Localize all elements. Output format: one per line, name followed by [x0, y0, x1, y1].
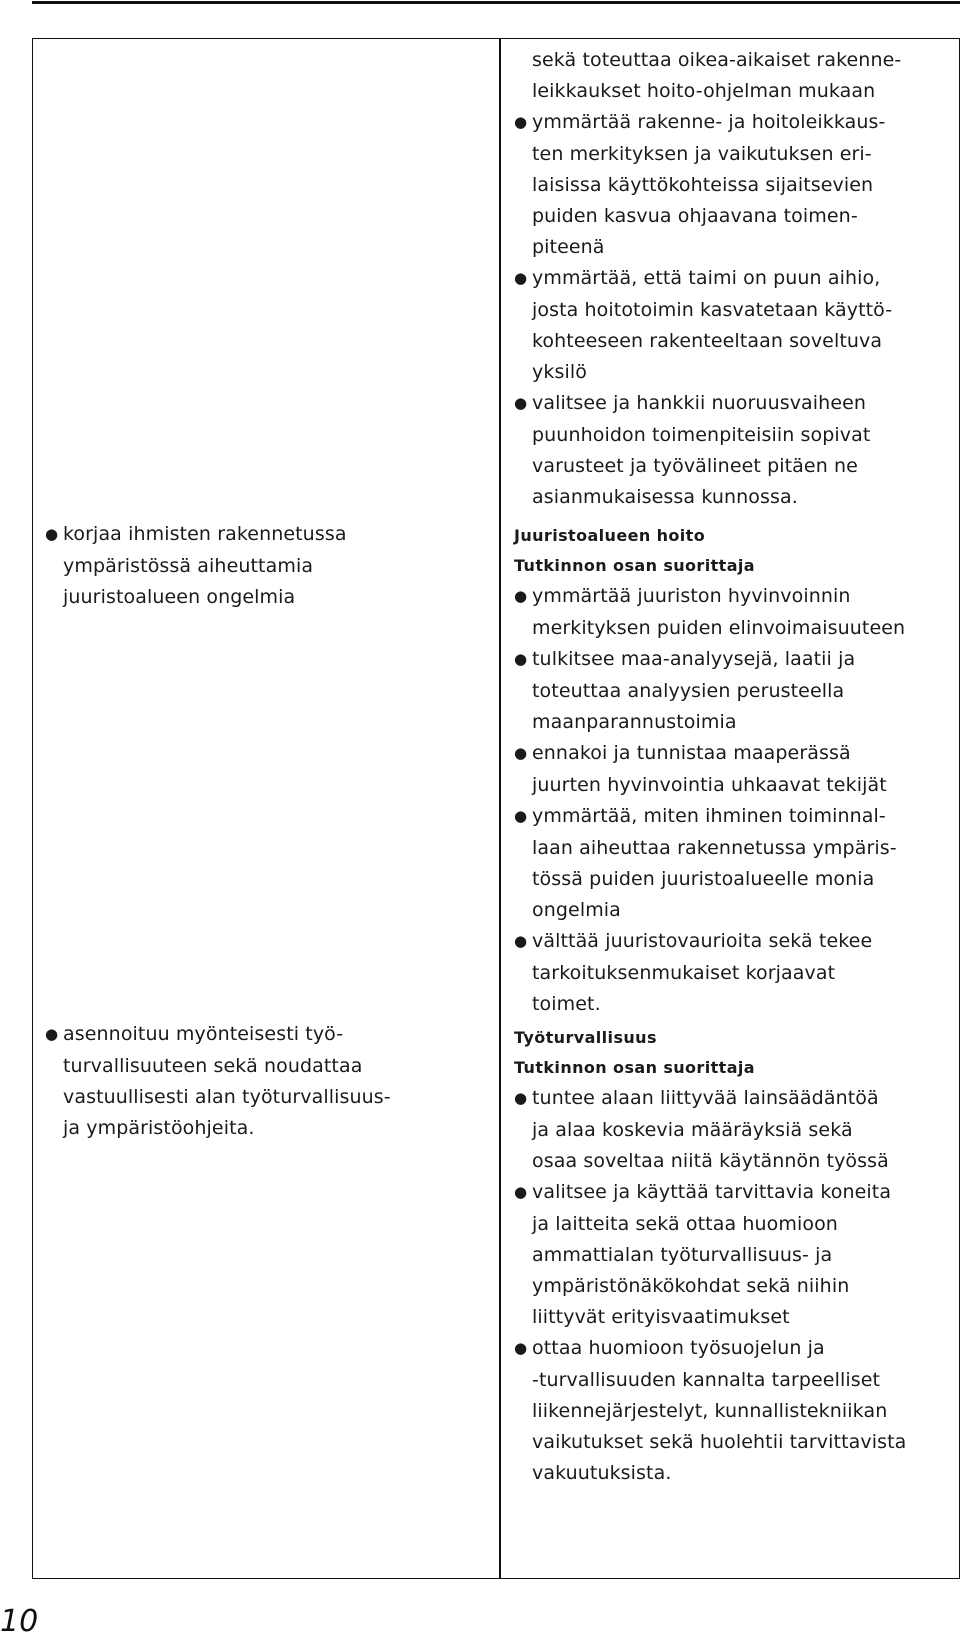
- list-item: [514, 926, 954, 1020]
- list-item-line: ongelmia: [532, 899, 621, 921]
- content-table: [32, 38, 960, 1579]
- list-item-line: juurten hyvinvointia uhkaavat tekijät: [532, 774, 887, 796]
- list-item-line: tarkoituksenmukaiset korjaavat: [532, 962, 836, 984]
- bullet-icon: ●: [514, 650, 528, 668]
- list-item-line: -turvallisuuden kannalta tarpeelliset: [532, 1369, 881, 1391]
- bullet-icon: ●: [45, 1025, 59, 1043]
- list-item-line: vakuutuksista.: [532, 1462, 672, 1484]
- list-item-line: liikennejärjestelyt, kunnallistekniikan: [532, 1400, 888, 1422]
- list-item-line: leikkaukset hoito-ohjelman mukaan: [532, 80, 876, 102]
- bullet-icon: ●: [514, 807, 528, 825]
- list-item-line: ennakoi ja tunnistaa maaperässä: [532, 742, 851, 764]
- list-item-line: piteenä: [532, 236, 605, 258]
- bullet-icon: ●: [514, 394, 528, 412]
- bullet-icon: ●: [514, 1183, 528, 1201]
- list-item-line: vaikutukset sekä huolehtii tarvittavista: [532, 1431, 907, 1453]
- list-item-line: varusteet ja työvälineet pitäen ne: [532, 455, 858, 477]
- list-item-line: ten merkityksen ja vaikutuksen eri-: [532, 143, 872, 165]
- section-subheading: Tutkinnon osan suorittaja: [514, 556, 755, 575]
- bullet-icon: ●: [514, 113, 528, 131]
- list-item-line: kohteeseen rakenteeltaan soveltuva: [532, 330, 883, 352]
- list-item-line: ja alaa koskevia määräyksiä sekä: [532, 1119, 853, 1141]
- bullet-icon: ●: [45, 525, 59, 543]
- list-item-line: ympäristönäkökohdat sekä niihin: [532, 1275, 850, 1297]
- list-item-line: tössä puiden juuristoalueelle monia: [532, 868, 875, 890]
- list-item: [514, 1333, 954, 1489]
- list-item-line: juuristoalueen ongelmia: [63, 586, 296, 608]
- list-item-line: puiden kasvua ohjaavana toimen-: [532, 205, 858, 227]
- right-section-safety: [514, 1023, 954, 1489]
- bullet-icon: ●: [514, 1339, 528, 1357]
- list-item-line: maanparannustoimia: [532, 711, 737, 733]
- list-item: [514, 107, 954, 263]
- list-item: [514, 263, 954, 388]
- list-item-line: ja laitteita sekä ottaa huomioon: [532, 1213, 838, 1235]
- list-item-line: vastuullisesti alan työturvallisuus-: [63, 1086, 391, 1108]
- section-heading: Juuristoalueen hoito: [514, 526, 706, 545]
- list-item-line: valitsee ja käyttää tarvittavia koneita: [532, 1181, 892, 1203]
- page-number: 10: [0, 1604, 39, 1639]
- list-item: [514, 738, 954, 801]
- bullet-icon: ●: [514, 587, 528, 605]
- list-item-line: laan aiheuttaa rakennetussa ympäris-: [532, 837, 897, 859]
- list-item-line: asianmukaisessa kunnossa.: [532, 486, 798, 508]
- list-item-line: ja ympäristöohjeita.: [63, 1117, 255, 1139]
- bullet-icon: ●: [514, 1089, 528, 1107]
- top-rule: [32, 1, 960, 4]
- list-item-line: osaa soveltaa niitä käytännön työssä: [532, 1150, 889, 1172]
- bullet-icon: ●: [514, 269, 528, 287]
- list-item-line: ymmärtää, että taimi on puun aihio,: [532, 267, 881, 289]
- list-item: [514, 1177, 954, 1333]
- list-item-line: sekä toteuttaa oikea-aikaiset rakenne-: [532, 49, 902, 71]
- list-item-line: välttää juuristovaurioita sekä tekee: [532, 930, 873, 952]
- list-item-line: josta hoitotoimin kasvatetaan käyttö-: [532, 299, 893, 321]
- list-item-line: ymmärtää juuriston hyvinvoinnin: [532, 585, 851, 607]
- list-item-line: valitsee ja hankkii nuoruusvaiheen: [532, 392, 867, 414]
- column-divider: [499, 39, 501, 1578]
- left-item-safety: [45, 1019, 485, 1144]
- list-item-line: yksilö: [532, 361, 587, 383]
- list-item: [514, 644, 954, 738]
- list-item-line: puunhoidon toimenpiteisiin sopivat: [532, 424, 871, 446]
- list-item-line: merkityksen puiden elinvoimaisuuteen: [532, 617, 906, 639]
- list-item-line: ymmärtää rakenne- ja hoitoleikkaus-: [532, 111, 886, 133]
- list-item-line: ottaa huomioon työsuojelun ja: [532, 1337, 825, 1359]
- list-item-line: laisissa käyttökohteissa sijaitsevien: [532, 174, 874, 196]
- list-item-line: korjaa ihmisten rakennetussa: [63, 523, 347, 545]
- list-item-line: ammattialan työturvallisuus- ja: [532, 1244, 833, 1266]
- list-item: [514, 388, 954, 513]
- bullet-icon: ●: [514, 932, 528, 950]
- list-item-line: ympäristössä aiheuttamia: [63, 555, 314, 577]
- list-item-line: ymmärtää, miten ihminen toiminnal-: [532, 805, 886, 827]
- left-item-roots: [45, 519, 485, 613]
- list-item-line: toteuttaa analyysien perusteella: [532, 680, 845, 702]
- list-item: [514, 581, 954, 644]
- list-item: [514, 801, 954, 926]
- list-item-line: liittyvät erityisvaatimukset: [532, 1306, 790, 1328]
- section-subheading: Tutkinnon osan suorittaja: [514, 1058, 755, 1077]
- right-section-pruning: [514, 45, 954, 513]
- right-section-roots: [514, 521, 954, 1020]
- list-item-line: turvallisuuteen sekä noudattaa: [63, 1055, 363, 1077]
- section-heading: Työturvallisuus: [514, 1028, 657, 1047]
- list-item-line: tuntee alaan liittyvää lainsäädäntöä: [532, 1087, 879, 1109]
- list-item-line: tulkitsee maa-analyysejä, laatii ja: [532, 648, 856, 670]
- list-item-line: asennoituu myönteisesti työ-: [63, 1023, 344, 1045]
- bullet-icon: ●: [514, 744, 528, 762]
- list-item: [514, 1083, 954, 1177]
- list-item-line: toimet.: [532, 993, 601, 1015]
